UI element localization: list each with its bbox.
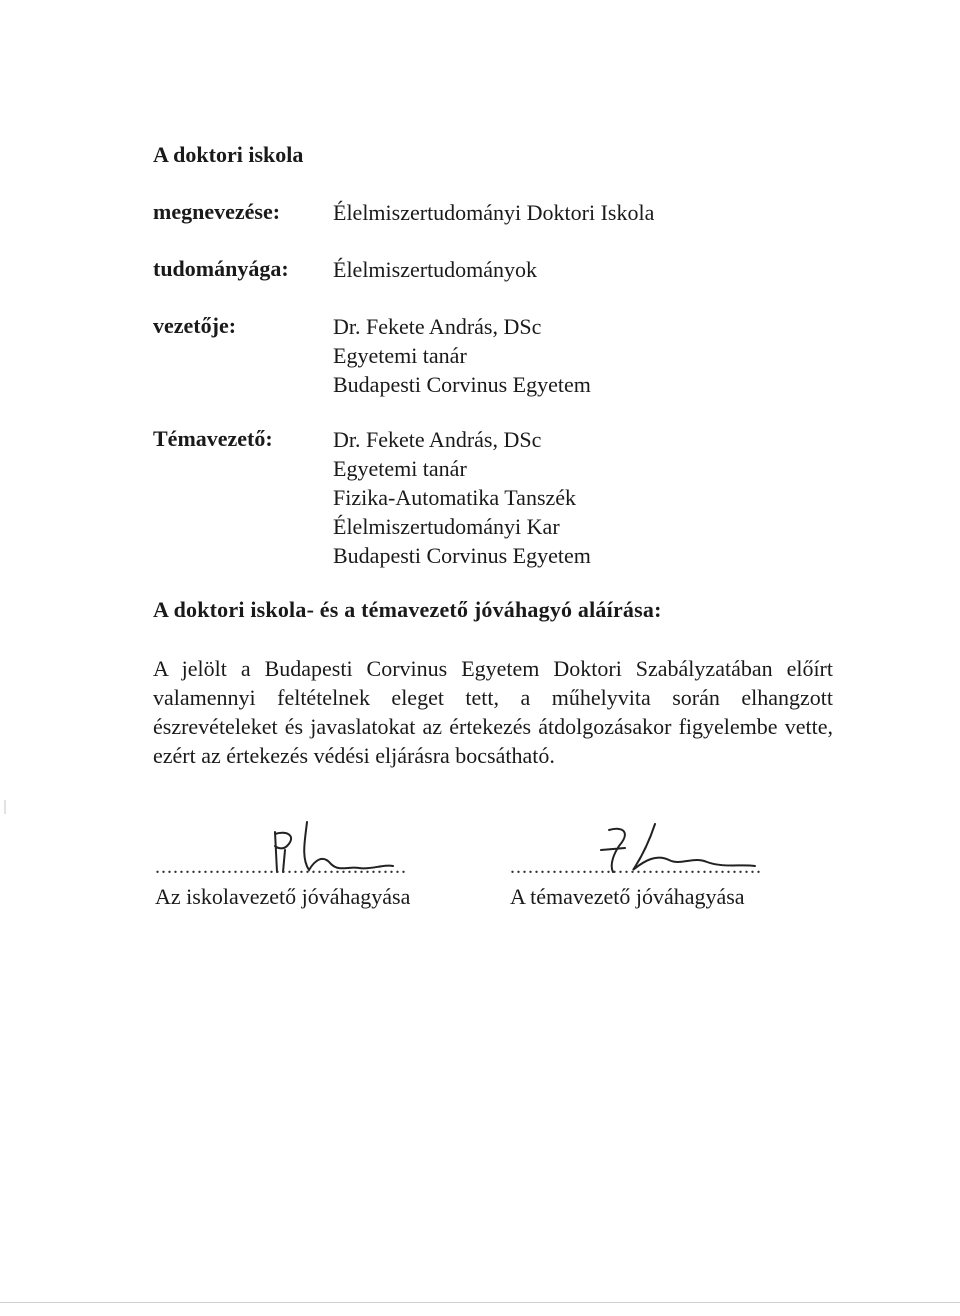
field-value-line: Egyetemi tanár — [333, 456, 467, 481]
field-value-line: Budapesti Corvinus Egyetem — [333, 543, 591, 568]
document-heading: A doktori iskola — [153, 142, 304, 167]
field-value-line: Élelmiszertudományi Kar — [333, 514, 560, 539]
field-value-line: Dr. Fekete András, DSc — [333, 314, 542, 339]
field-value-head — [333, 312, 591, 399]
field-value-line: Egyetemi tanár — [333, 343, 467, 368]
scan-bottom-rule — [0, 1302, 960, 1303]
approval-paragraph: A jelölt a Budapesti Corvinus Egyetem Doktori Szabályzatában előírt valamennyi feltételnek eleget tett, a műhelyvita során elhangzott észrevételeket és javaslatokat az értekezés átdolgozásakor figyelembe vette, ezért az értekezés védési eljárásra bocsátható. — [153, 656, 833, 768]
field-value-line: Élelmiszertudományok — [333, 257, 538, 282]
scan-edge-mark — [4, 800, 6, 814]
field-value-line: Fizika-Automatika Tanszék — [333, 485, 577, 510]
signature-caption-supervisor: A témavezető jóváhagyása — [510, 884, 745, 909]
field-value-line: Élelmiszertudományi Doktori Iskola — [333, 200, 655, 225]
signature-block-school-head — [155, 820, 455, 920]
section-title: A doktori iskola- és a témavezető jóváhagyó aláírása: — [153, 597, 662, 622]
field-value-line: Budapesti Corvinus Egyetem — [333, 372, 591, 397]
field-label-supervisor: Témavezető: — [153, 426, 273, 451]
field-label-head: vezetője: — [153, 313, 237, 338]
signature-block-supervisor — [510, 820, 800, 920]
signature-line: .......................................... — [510, 856, 762, 878]
field-label-name: megnevezése: — [153, 199, 281, 224]
field-value-line: Dr. Fekete András, DSc — [333, 427, 542, 452]
field-value-name — [333, 198, 654, 227]
field-label-discipline: tudományága: — [153, 256, 289, 281]
field-value-supervisor — [333, 425, 591, 570]
signature-line: .......................................... — [155, 856, 407, 878]
signature-caption-school-head: Az iskolavezető jóváhagyása — [155, 884, 411, 909]
field-value-discipline — [333, 255, 537, 284]
